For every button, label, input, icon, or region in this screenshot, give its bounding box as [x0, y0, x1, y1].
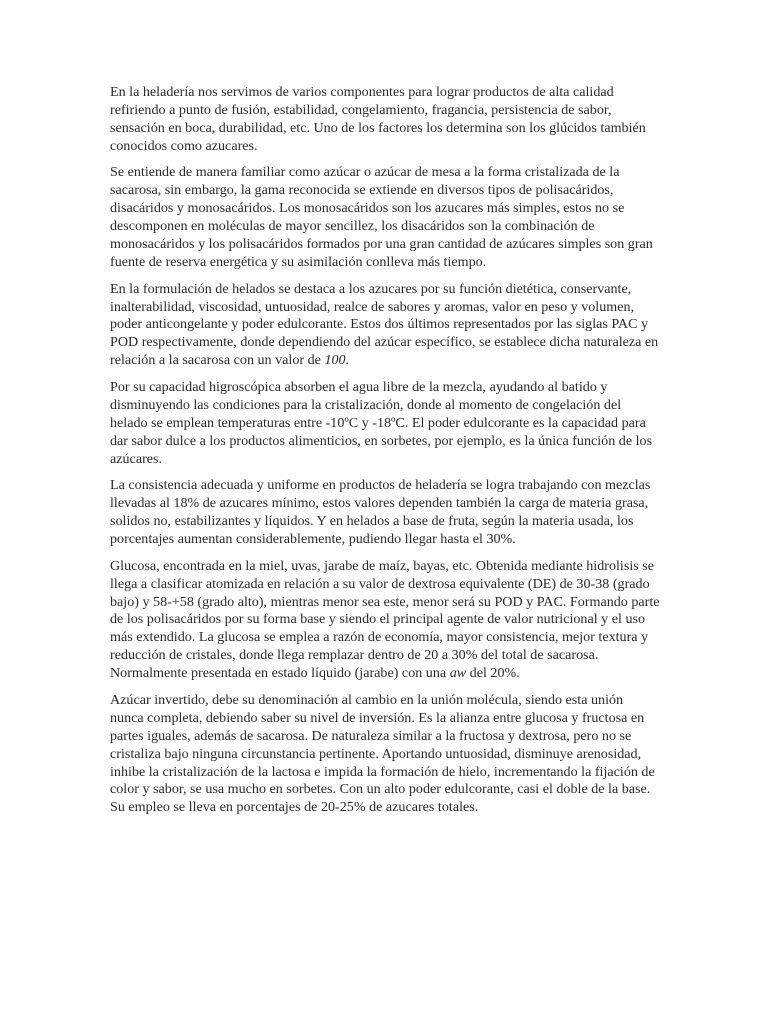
paragraph-2-text: Se entiende de manera familiar como azúcar o azúcar de mesa a la forma cristalizada de la sacarosa, sin embargo, la gama reconocida se extiende en diversos tipos de polisacáridos, disacáridos y monosacáridos. Los monosacáridos son los azucares más simples, estos no se descomponen en moléculas de mayor sencillez, los disacáridos son la combinación de monosacáridos y los polisacáridos formados por una gran cantidad de azúcares simples son gran fuente de reserva energética y su asimilación conlleva más tiempo.: [110, 164, 653, 270]
paragraph-6: [110, 558, 660, 683]
paragraph-1-text: En la heladería nos servimos de varios componentes para lograr productos de alta calidad refiriendo a punto de fusión, estabilidad, congelamiento, fragancia, persistencia de sabor, sensación en boca, durabilidad, etc. Uno de los factores los determina son los glúcidos también conocidos como azucares.: [110, 84, 646, 154]
paragraph-2: [110, 164, 660, 271]
paragraph-6-text: Glucosa, encontrada en la miel, uvas, jarabe de maíz, bayas, etc. Obtenida mediante hidrolisis se llega a clasificar atomizada en relación a su valor de dextrosa equivalente (DE) de 30-38 (grado bajo) y 58-+58 (grado alto), mientras menor sea este, menor será su POD y PAC. Formando parte de los polisacáridos por su forma base y siendo el principal agente de valor nutricional y el uso más extendido. La glucosa se emplea a razón de economía, mayor consistencia, mejor textura y reducción de cristales, donde llega remplazar dentro de 20 a 30% del total de sacarosa. Normalmente presentada en estado líquido (jarabe) con una: [110, 557, 660, 682]
paragraph-7: [110, 692, 660, 817]
paragraph-3: [110, 281, 660, 371]
paragraph-4-text: Por su capacidad higroscópica absorben el agua libre de la mezcla, ayudando al batido y disminuyendo las condiciones para la cristalización, donde al momento de congelación del helado se emplean temperaturas entre -10ºC y -18ºC. El poder edulcorante es la capacidad para dar sabor dulce a los productos alimenticios, en sorbetes, por ejemplo, es la única función de los azúcares.: [110, 378, 653, 467]
paragraph-5-text: La consistencia adecuada y uniforme en productos de heladería se logra trabajando con mezclas llevadas al 18% de azucares mínimo, estos valores dependen también la carga de materia grasa, solidos no, estabilizantes y líquidos. Y en helados a base de fruta, según la materia usada, los porcentajes aumentan considerablemente, pudiendo llegar hasta el 30%.: [110, 477, 651, 548]
paragraph-5: [110, 477, 660, 549]
document-page: [110, 84, 660, 826]
paragraph-3-italic-value: 100.: [324, 352, 350, 369]
paragraph-6-text-end: del 20%.: [466, 665, 520, 682]
paragraph-3-text: En la formulación de helados se destaca a los azucares por su función dietética, conservante, inalterabilidad, viscosidad, untuosidad, realce de sabores y aromas, valor en peso y volumen, poder anticongelante y poder edulcorante. Estos dos últimos representados por las siglas PAC y POD respectivamente, donde dependiendo del azúcar específico, se establece dicha naturaleza en relación a la sacarosa con un valor de: [110, 280, 659, 369]
paragraph-4: [110, 379, 660, 469]
paragraph-1: [110, 84, 660, 156]
paragraph-6-italic-aw: aw: [449, 665, 467, 682]
paragraph-7-text: Azúcar invertido, debe su denominación al cambio en la unión molécula, siendo esta unión nunca completa, debiendo saber su nivel de inversión. Es la alianza entre glucosa y fructosa en partes iguales, además de sacarosa. De naturaleza similar a la fructosa y dextrosa, pero no se cristaliza bajo ninguna circunstancia pertinente. Aportando untuosidad, disminuye arenosidad, inhibe la cristalización de la lactosa e impida la formación de hielo, incrementando la fijación de color y sabor, se usa mucho en sorbetes. Con un alto poder edulcorante, casi el doble de la base. Su empleo se lleva en porcentajes de 20-25% de azucares totales.: [110, 691, 655, 816]
